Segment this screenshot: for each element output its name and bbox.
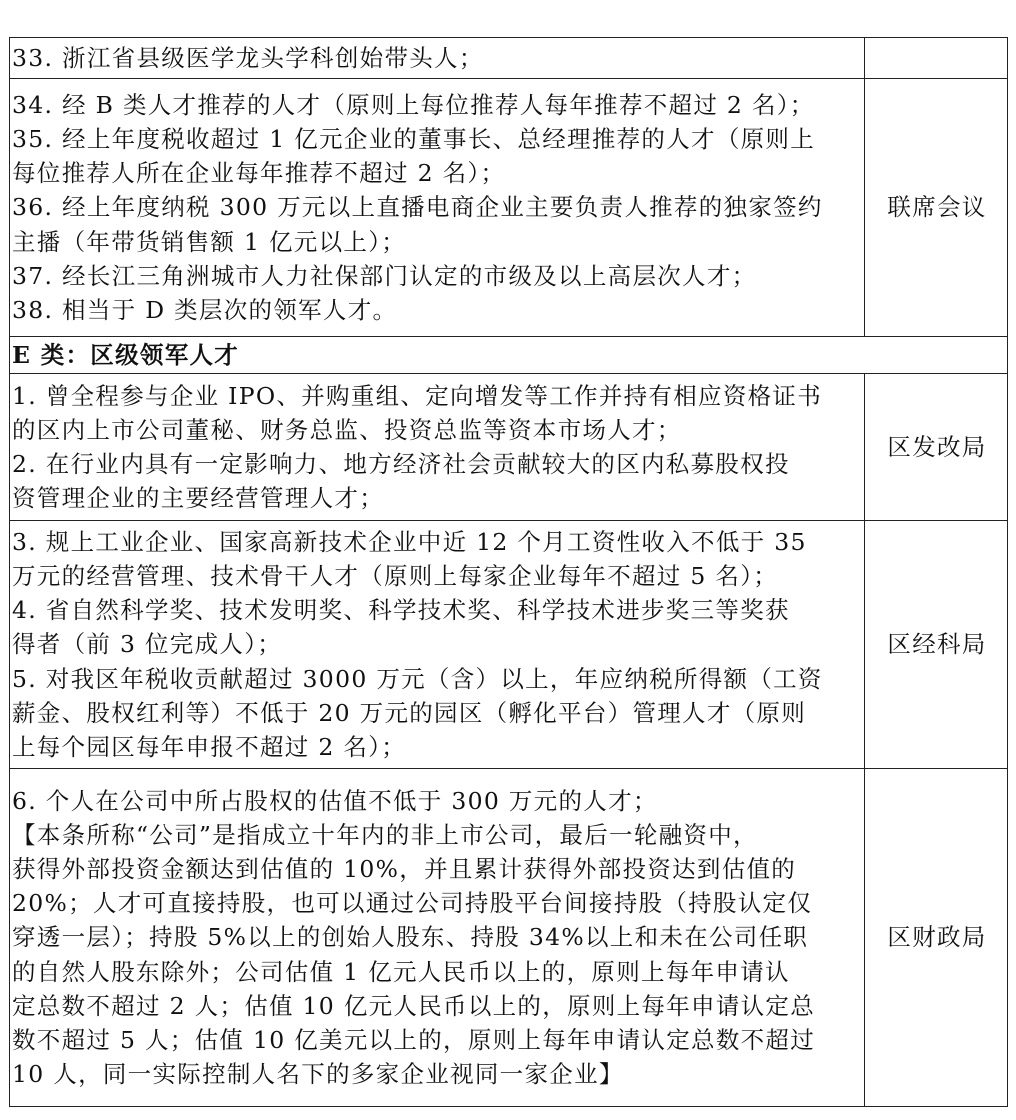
criteria-line: 【本条所称“公司”是指成立十年内的非上市公司，最后一轮融资中， — [12, 820, 758, 849]
criteria-line: 38. 相当于 D 类层次的领军人才。 — [12, 296, 398, 324]
criteria-line: 37. 经长江三角洲城市人力社保部门认定的市级及以上高层次人才； — [12, 261, 757, 290]
table-row — [10, 79, 1008, 337]
criteria-line: 的区内上市公司董秘、财务总监、投资总监等资本市场人才； — [12, 415, 682, 444]
department-cell — [865, 38, 1008, 79]
criteria-line: 穿透一层）；持股 5%以上的创始人股东、持股 34%以上和未在公司任职 — [12, 923, 809, 952]
criteria-line: 主播（年带货销售额 1 亿元以上）； — [12, 227, 407, 256]
department-cell: 区财政局 — [865, 769, 1008, 1107]
table-row — [10, 38, 1008, 79]
criteria-line: 3. 规上工业企业、国家高新技术企业中近 12 个月工资性收入不低于 35 — [12, 527, 807, 556]
table-row — [10, 521, 1008, 769]
criteria-line: 得者（前 3 位完成人）； — [12, 630, 283, 659]
table-row — [10, 374, 1008, 521]
criteria-line: 每位推荐人所在企业每年推荐不超过 2 名）； — [12, 159, 506, 188]
criteria-line: 上每个园区每年申报不超过 2 名）； — [12, 733, 407, 761]
criteria-line: 20%；人才可直接持股，也可以通过公司持股平台间接持股（持股认定仅 — [12, 889, 813, 918]
criteria-cell — [10, 38, 865, 79]
criteria-line: 薪金、股权红利等）不低于 20 万元的园区（孵化平台）管理人才（原则 — [12, 698, 807, 727]
table-row — [10, 769, 1008, 1107]
criteria-line: 34. 经 B 类人才推荐的人才（原则上每位推荐人每年推荐不超过 2 名）； — [12, 90, 815, 119]
criteria-cell — [10, 521, 865, 769]
criteria-line: 35. 经上年度税收超过 1 亿元企业的董事长、总经理推荐的人才（原则上 — [12, 124, 816, 153]
criteria-line: 10 人，同一实际控制人名下的多家企业视同一家企业】 — [12, 1060, 624, 1089]
criteria-line: 5. 对我区年税收贡献超过 3000 万元（含）以上，年应纳税所得额（工资 — [12, 664, 823, 693]
department-cell: 区经科局 — [865, 521, 1008, 769]
criteria-line: 资管理企业的主要经营管理人才； — [12, 484, 384, 513]
criteria-cell — [10, 769, 865, 1107]
criteria-line: 33. 浙江省县级医学龙头学科创始带头人； — [12, 43, 484, 72]
criteria-line: 的自然人股东除外；公司估值 1 亿元人民币以上的，原则上每年申请认 — [12, 957, 790, 986]
criteria-line: 36. 经上年度纳税 300 万元以上直播电商企业主要负责人推荐的独家签约 — [12, 193, 823, 222]
department-cell: 联席会议 — [865, 79, 1008, 337]
criteria-line: 获得外部投资金额达到估值的 10%，并且累计获得外部投资达到估值的 — [12, 854, 797, 883]
criteria-line: 定总数不超过 2 人；估值 10 亿元人民币以上的，原则上每年申请认定总 — [12, 991, 816, 1020]
criteria-line: 万元的经营管理、技术骨干人才（原则上每家企业每年不超过 5 名）； — [12, 561, 779, 590]
section-heading: E 类：区级领军人才 — [10, 337, 1008, 374]
section-heading-row — [10, 337, 1008, 374]
criteria-line: 1. 曾全程参与企业 IPO、并购重组、定向增发等工作并持有相应资格证书 — [12, 381, 823, 410]
criteria-cell — [10, 374, 865, 521]
criteria-line: 4. 省自然科学奖、技术发明奖、科学技术奖、科学技术进步奖三等奖获 — [12, 596, 790, 625]
department-cell: 区发改局 — [865, 374, 1008, 521]
criteria-cell — [10, 79, 865, 337]
criteria-line: 2. 在行业内具有一定影响力、地方经济社会贡献较大的区内私募股权投 — [12, 450, 790, 478]
talent-policy-table — [9, 37, 1008, 1107]
criteria-line: 6. 个人在公司中所占股权的估值不低于 300 万元的人才； — [12, 786, 658, 815]
criteria-line: 数不超过 5 人；估值 10 亿美元以上的，原则上每年申请认定总数不超过 — [12, 1026, 816, 1054]
